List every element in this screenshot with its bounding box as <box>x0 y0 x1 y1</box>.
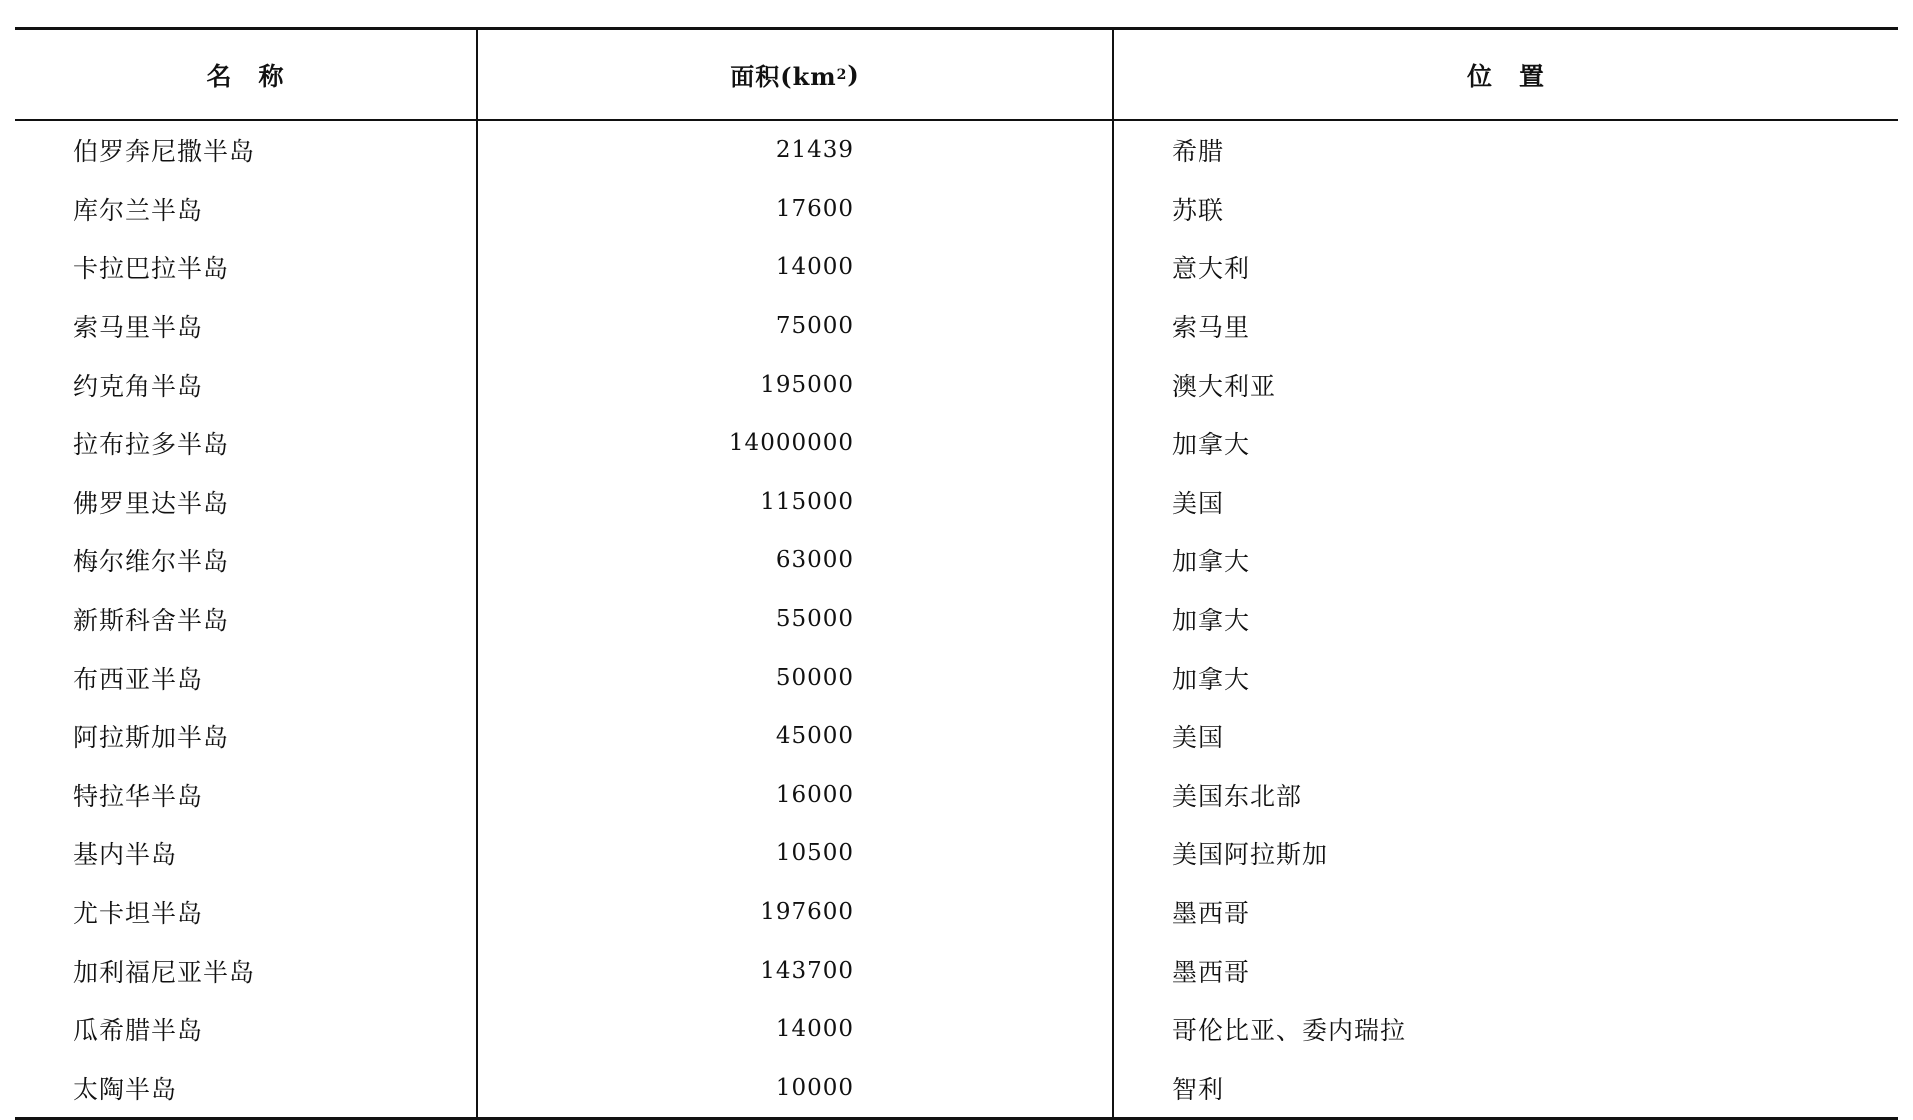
table-body <box>15 121 1898 1117</box>
cell-area: 75000 <box>478 297 1114 356</box>
cell-area: 197600 <box>478 883 1114 942</box>
cell-name: 瓜希腊半岛 <box>15 1000 478 1059</box>
cell-name: 尤卡坦半岛 <box>15 883 478 942</box>
header-name <box>15 30 478 119</box>
cell-area: 14000000 <box>478 414 1114 473</box>
cell-name: 索马里半岛 <box>15 297 478 356</box>
cell-location: 哥伦比亚、委内瑞拉 <box>1172 1016 1407 1046</box>
table-row <box>15 883 1898 942</box>
cell-location: 加拿大 <box>1172 606 1251 636</box>
cell-location: 苏联 <box>1172 195 1225 225</box>
cell-area: 17600 <box>478 180 1114 239</box>
cell-location: 希腊 <box>1172 137 1225 167</box>
cell-location: 美国 <box>1172 488 1225 518</box>
cell-name: 布西亚半岛 <box>15 648 478 707</box>
cell-name: 佛罗里达半岛 <box>15 473 478 532</box>
cell-location: 加拿大 <box>1172 430 1251 460</box>
table-row <box>15 590 1898 649</box>
cell-area: 63000 <box>478 531 1114 590</box>
cell-area: 115000 <box>478 473 1114 532</box>
cell-name: 特拉华半岛 <box>15 766 478 825</box>
table-row <box>15 1000 1898 1059</box>
cell-area: 50000 <box>478 648 1114 707</box>
cell-name: 梅尔维尔半岛 <box>15 531 478 590</box>
table-row <box>15 1059 1898 1118</box>
cell-name: 拉布拉多半岛 <box>15 414 478 473</box>
cell-location: 意大利 <box>1172 254 1251 284</box>
cell-name: 约克角半岛 <box>15 355 478 414</box>
cell-location: 澳大利亚 <box>1172 371 1277 401</box>
header-area-suffix: ) <box>847 60 860 89</box>
cell-name: 加利福尼亚半岛 <box>15 941 478 1000</box>
table-row <box>15 238 1898 297</box>
table-row <box>15 297 1898 356</box>
cell-area: 10500 <box>478 824 1114 883</box>
table-row <box>15 707 1898 766</box>
table-row <box>15 473 1898 532</box>
cell-location: 智利 <box>1172 1074 1225 1104</box>
cell-area: 195000 <box>478 355 1114 414</box>
cell-location: 墨西哥 <box>1172 957 1251 987</box>
cell-name: 阿拉斯加半岛 <box>15 707 478 766</box>
cell-location: 加拿大 <box>1172 547 1251 577</box>
header-area-sup: 2 <box>836 66 848 83</box>
cell-area: 16000 <box>478 766 1114 825</box>
cell-area: 14000 <box>478 238 1114 297</box>
peninsula-table <box>15 27 1898 1120</box>
cell-name: 库尔兰半岛 <box>15 180 478 239</box>
cell-name: 基内半岛 <box>15 824 478 883</box>
table-row <box>15 648 1898 707</box>
cell-name: 卡拉巴拉半岛 <box>15 238 478 297</box>
header-location <box>1114 30 1898 119</box>
table-row <box>15 824 1898 883</box>
table-header-row <box>15 30 1898 121</box>
table-row <box>15 941 1898 1000</box>
cell-area: 14000 <box>478 1000 1114 1059</box>
header-area <box>478 30 1114 119</box>
cell-location: 美国东北部 <box>1172 781 1303 811</box>
cell-name: 伯罗奔尼撒半岛 <box>15 121 478 180</box>
cell-location: 美国 <box>1172 723 1225 753</box>
cell-area: 55000 <box>478 590 1114 649</box>
cell-location: 墨西哥 <box>1172 899 1251 929</box>
cell-location: 索马里 <box>1172 313 1251 343</box>
cell-location: 美国阿拉斯加 <box>1172 840 1329 870</box>
table-row <box>15 121 1898 180</box>
header-location-text: 位 置 <box>1466 61 1545 91</box>
cell-name: 太陶半岛 <box>15 1059 478 1118</box>
table-row <box>15 531 1898 590</box>
table-row <box>15 355 1898 414</box>
cell-location: 加拿大 <box>1172 664 1251 694</box>
table-row <box>15 766 1898 825</box>
table-row <box>15 414 1898 473</box>
cell-area: 10000 <box>478 1059 1114 1118</box>
cell-area: 45000 <box>478 707 1114 766</box>
cell-area: 143700 <box>478 941 1114 1000</box>
cell-name: 新斯科舍半岛 <box>15 590 478 649</box>
cell-area: 21439 <box>478 121 1114 180</box>
header-area-prefix: 面积(km <box>730 62 837 91</box>
header-name-text: 名 称 <box>206 61 285 91</box>
table-row <box>15 180 1898 239</box>
